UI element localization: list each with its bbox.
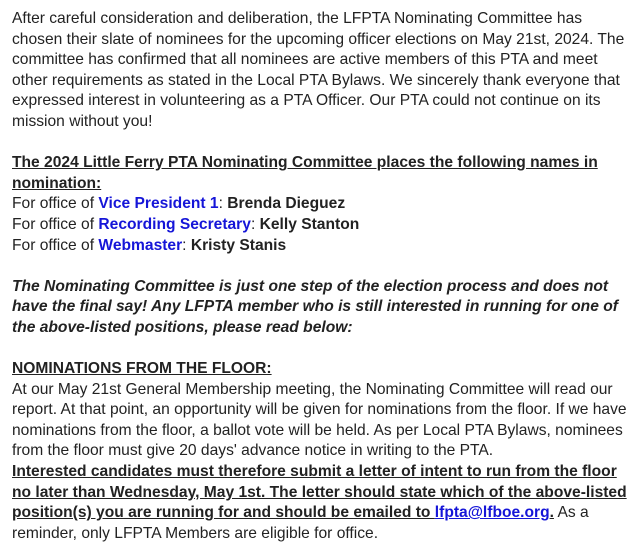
floor-deadline-period: . xyxy=(549,504,554,522)
email-link[interactable]: lfpta@lfboe.org xyxy=(434,504,550,522)
election-note: The Nominating Committee is just one step of the election process and does not have the final say! Any LFPTA member who is still interested in running for one of the above-listed positions, please read below: xyxy=(12,277,618,336)
floor-reminder: As a reminder, only LFPTA Members are eligible for office. xyxy=(12,504,589,542)
office-webmaster: Webmaster xyxy=(98,236,183,254)
paragraph-gap xyxy=(12,256,629,277)
nominee-name: Brenda Dieguez xyxy=(227,195,346,213)
nominee-name: Kelly Stanton xyxy=(259,215,360,233)
paragraph-gap xyxy=(12,339,629,360)
nomination-heading: The 2024 Little Ferry PTA Nominating Committee places the following names in nomination: xyxy=(12,154,598,192)
nominee-separator: : xyxy=(182,236,191,254)
nominee-line-vp1 xyxy=(12,194,629,215)
floor-nominations-body: At our May 21st General Membership meeting, the Nominating Committee will read our report. At that point, an opportunity will be given for nominations from the floor. If we have nominations from the floor, a ballot vote will be held. As per Local PTA Bylaws, nominees from the floor must give 20 days' advance notice in writing to the PTA. xyxy=(12,380,627,460)
nominee-line-recording-secretary xyxy=(12,215,629,236)
nominee-prefix: For office of xyxy=(12,215,99,233)
paragraph-gap xyxy=(12,133,629,154)
nominee-line-webmaster xyxy=(12,236,629,257)
nominee-prefix: For office of xyxy=(12,195,99,213)
floor-nominations-heading: NOMINATIONS FROM THE FLOOR: xyxy=(12,360,272,378)
intro-paragraph: After careful consideration and deliberation, the LFPTA Nominating Committee has chosen their slate of nominees for the upcoming officer elections on May 21st, 2024. The committee has confirmed that all nominees are active members of this PTA and meet other requirements as stated in the Local PTA Bylaws. We sincerely thank everyone that expressed interest in volunteering as a PTA Officer. Our PTA could not continue on its mission without you! xyxy=(12,10,625,130)
office-recording-secretary: Recording Secretary xyxy=(98,215,251,233)
nominee-name: Kristy Stanis xyxy=(190,236,287,254)
nominee-separator: : xyxy=(218,195,228,213)
nominee-separator: : xyxy=(250,215,260,233)
floor-deadline-paragraph xyxy=(12,462,629,544)
nominee-prefix: For office of xyxy=(12,236,99,254)
office-vice-president-1: Vice President 1 xyxy=(98,195,219,213)
floor-deadline-text: Interested candidates must therefore submit a letter of intent to run from the floor no later than Wednesday, May 1st. The letter should state which of the above-listed position(s) you are running for and should be emailed to xyxy=(12,463,627,522)
